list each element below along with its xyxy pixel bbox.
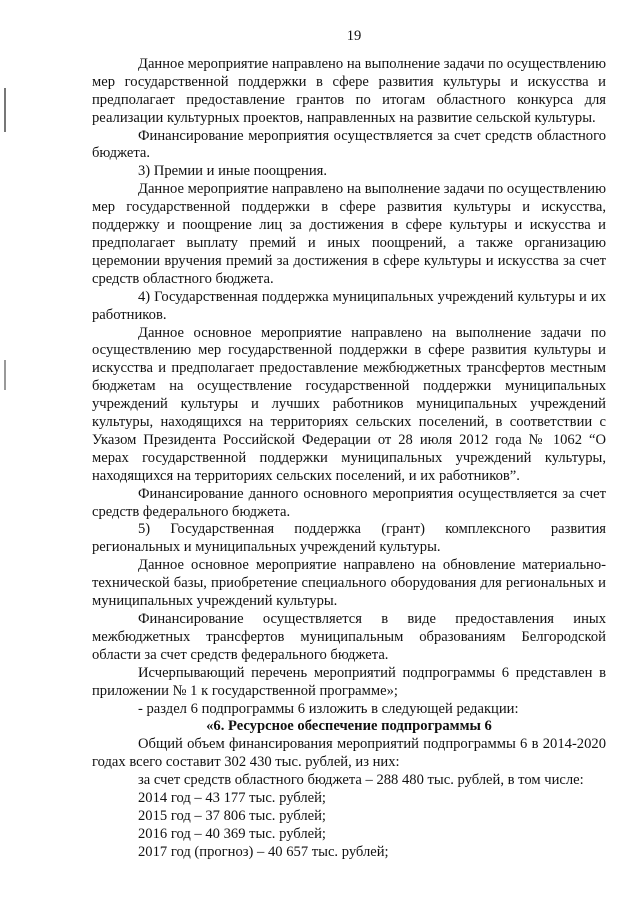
year-line: 2015 год – 37 806 тыс. рублей; [138, 807, 326, 824]
regional-budget-line: за счет средств областного бюджета – 288 480 тыс. рублей, в том числе: [138, 772, 584, 789]
paragraph: Данное основное мероприятие направлено на обновление материально-технической базы, приобретение специального оборудования для региональных и муниципальных учреждений культуры. [92, 557, 606, 610]
list-item-heading: 5) Государственная поддержка (грант) комплексного развития региональных и муниципальных учреждений культуры. [92, 521, 606, 556]
scan-edge-mark [4, 360, 6, 390]
list-item-heading: 3) Премии и иные поощрения. [138, 163, 328, 180]
paragraph: - раздел 6 подпрограммы 6 изложить в следующей редакции: [138, 700, 519, 717]
list-item-heading: 4) Государственная поддержка муниципальных учреждений культуры и их работников. [92, 288, 606, 323]
paragraph: Финансирование мероприятия осуществляется за счет средств областного бюджета. [92, 127, 606, 162]
page-number: 19 [346, 28, 362, 44]
paragraph: Исчерпывающий перечень мероприятий подпрограммы 6 представлен в приложении № 1 к государственной программе»; [92, 664, 606, 699]
paragraph: Данное мероприятие направлено на выполнение задачи по осуществлению мер государственной поддержки в сфере развития культуры и искусства, поддержку и поощрение лиц за достижения в сфере культуры и искусства и предполагает выплату премий и иных поощрений, а также организацию церемонии вручения премий за достижения в сфере культуры и искусства за счет средств областного бюджета. [92, 181, 606, 287]
paragraph: Данное мероприятие направлено на выполнение задачи по осуществлению мер государственной поддержки в сфере развития культуры и искусства и предполагает предоставление грантов по итогам областного конкурса для реализации культурных проектов, направленных на развитие сельской культуры. [92, 55, 606, 126]
year-line: 2016 год – 40 369 тыс. рублей; [138, 825, 326, 842]
paragraph: Данное основное мероприятие направлено на выполнение задачи по осуществлению мер государственной поддержки в сфере развития культуры и искусства и предполагает предоставление межбюджетных трансфертов местным бюджетам на осуществление государственной поддержки муниципальных учреждений культуры и лучших работников муниципальных учреждений культуры, находящихся на территориях сельских поселений, в соответствии с Указом Президента Российской Федерации от 28 июля 2012 года № 1062 “О мерах государственной поддержки муниципальных учреждений культуры, находящихся на территориях сельских поселений, и их работников”. [92, 324, 606, 484]
paragraph: Финансирование осуществляется в виде предоставления иных межбюджетных трансфертов муниципальным образованиям Белгородской области за счет средств федерального бюджета. [92, 611, 606, 663]
scan-edge-mark [4, 88, 6, 132]
section-heading: «6. Ресурсное обеспечение подпрограммы 6 [206, 718, 492, 735]
year-line: 2014 год – 43 177 тыс. рублей; [138, 790, 326, 807]
paragraph: Финансирование данного основного мероприятия осуществляется за счет средств федерального бюджета. [92, 485, 606, 520]
funding-summary: Общий объем финансирования мероприятий подпрограммы 6 в 2014-2020 годах всего составит 302 430 тыс. рублей, из них: [92, 736, 606, 771]
year-line: 2017 год (прогноз) – 40 657 тыс. рублей; [138, 843, 389, 860]
